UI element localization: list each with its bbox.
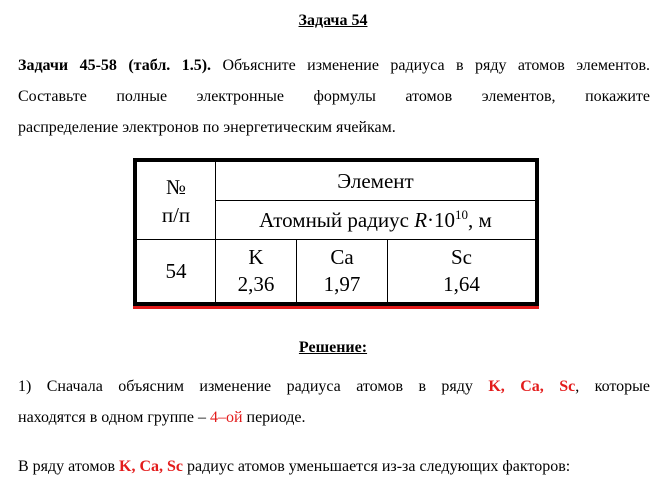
element-cell-sc: [388, 240, 536, 303]
radius-mult: ·10: [427, 208, 456, 232]
task-line-1: [18, 50, 650, 81]
element-symbol: K: [248, 245, 264, 269]
step-1-line-1: [18, 371, 650, 402]
solution-title: Решение:: [298, 339, 368, 356]
step-1-text-b: , которые: [575, 378, 651, 395]
step-1-line-2: [18, 409, 306, 426]
element-radius: 1,64: [443, 272, 480, 296]
solution-last-line: [18, 451, 658, 482]
element-cell-ca: [297, 240, 388, 303]
element-radius: 1,97: [323, 272, 361, 296]
step-1-line-2-b: периоде.: [242, 409, 306, 426]
task-statement: [18, 50, 650, 143]
element-cell-k: [216, 240, 297, 303]
last-text-b: радиус атомов уменьшается из-за следующих факторов:: [183, 458, 571, 475]
row-number: 54: [137, 240, 216, 303]
task-line-3: распределение электронов по энергетическим ячейкам.: [18, 119, 396, 136]
num-header: №: [165, 174, 187, 199]
step-1-text-a: 1) Сначала объясним изменение радиуса атомов в ряду: [18, 378, 489, 395]
solution-step-1: [18, 371, 650, 433]
element-symbol: Sc: [451, 245, 472, 269]
step-1-line-2-a: находятся в одном группе –: [18, 409, 210, 426]
last-text-a: В ряду атомов: [18, 458, 120, 475]
num-header-cell: [137, 162, 216, 240]
radius-header: [216, 201, 536, 240]
red-underline: [133, 306, 539, 309]
task-bold-prefix: Задачи 45-58 (табл. 1.5).: [18, 57, 212, 74]
radius-var: R: [414, 208, 428, 232]
data-table: [133, 158, 539, 306]
step-1-elements: K, Ca, Sc: [488, 378, 576, 395]
last-elements: K, Ca, Sc: [119, 458, 184, 475]
step-1-period: 4–ой: [209, 409, 243, 426]
page-title: Задача 54: [298, 12, 368, 29]
num-header-2: п/п: [161, 202, 191, 227]
radius-header-prefix: Атомный радиус: [259, 208, 415, 232]
element-header: Элемент: [216, 162, 536, 201]
radius-unit: , м: [468, 208, 492, 232]
element-radius: 2,36: [237, 272, 275, 296]
task-line-2: Составьте полные электронные формулы атомов элементов, покажите: [18, 88, 650, 105]
task-line-1-text: Объясните изменение радиуса в ряду атомов элементов.: [211, 57, 650, 74]
radius-exp: 10: [455, 207, 469, 222]
element-symbol: Ca: [330, 245, 354, 269]
